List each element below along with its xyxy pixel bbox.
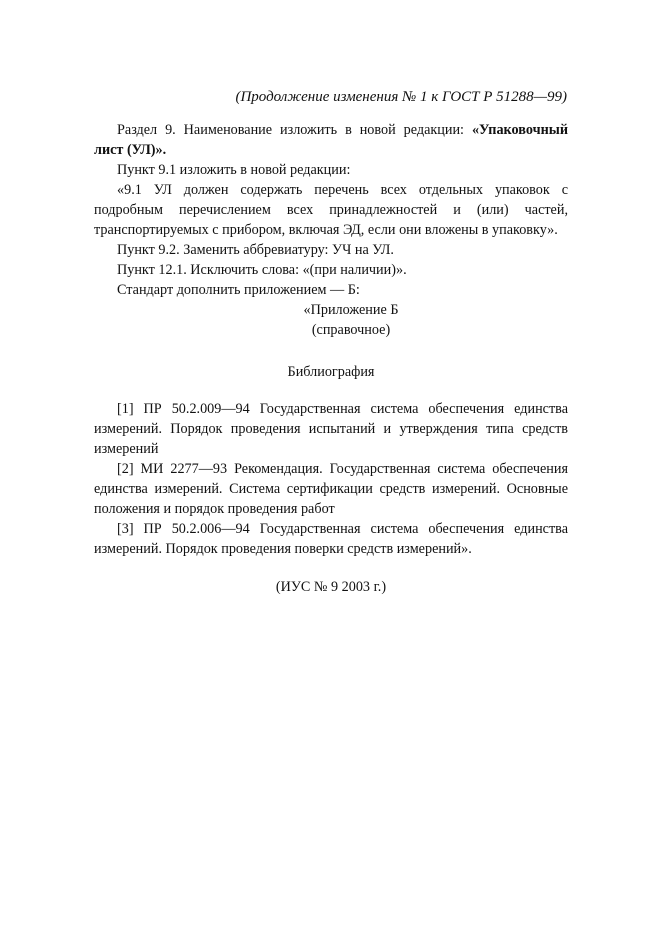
section-9-new-title: «Упаковочный лист (УЛ)»: [94, 122, 568, 158]
appendix-subtitle: (справочное): [311, 322, 391, 338]
item-9-2: Пункт 9.2. Заменить аббревиатуру: УЧ на УЛ.: [117, 242, 394, 258]
document-body: [94, 120, 568, 597]
section-9-text: Раздел 9. Наименование изложить в новой редакции:: [117, 122, 472, 138]
item-12-1: Пункт 12.1. Исключить слова: «(при наличии)».: [117, 262, 407, 278]
bibliography-reference-3: [3] ПР 50.2.006—94 Государственная система обеспечения единства измерений. Порядок проведения поверки средств измерений».: [94, 521, 568, 557]
section-9-period: .: [162, 142, 167, 158]
standard-addition: Стандарт дополнить приложением — Б:: [117, 282, 360, 298]
item-9-1-intro: Пункт 9.1 изложить в новой редакции:: [117, 162, 351, 178]
ius-reference: (ИУС № 9 2003 г.): [275, 579, 387, 595]
bibliography-reference-2: [2] МИ 2277—93 Рекомендация. Государственная система обеспечения единства измерений. Система сертификации средств измерений. Основные положения и порядок проведения работ: [94, 461, 568, 517]
bibliography-heading: Библиография: [287, 364, 375, 380]
appendix-title: «Приложение Б: [303, 302, 399, 318]
page-header: (Продолжение изменения № 1 к ГОСТ Р 51288—99): [235, 89, 567, 105]
bibliography-reference-1: [1] ПР 50.2.009—94 Государственная система обеспечения единства измерений. Порядок проведения испытаний и утверждения типа средств измерений: [94, 401, 568, 457]
item-9-1-text: «9.1 УЛ должен содержать перечень всех отдельных упаковок с подробным перечислением всех принадлежностей и (или) частей, транспортируемых с прибором, включая ЭД, если они вложены в упаковку».: [94, 182, 568, 238]
section-9-paragraph: [94, 120, 568, 160]
